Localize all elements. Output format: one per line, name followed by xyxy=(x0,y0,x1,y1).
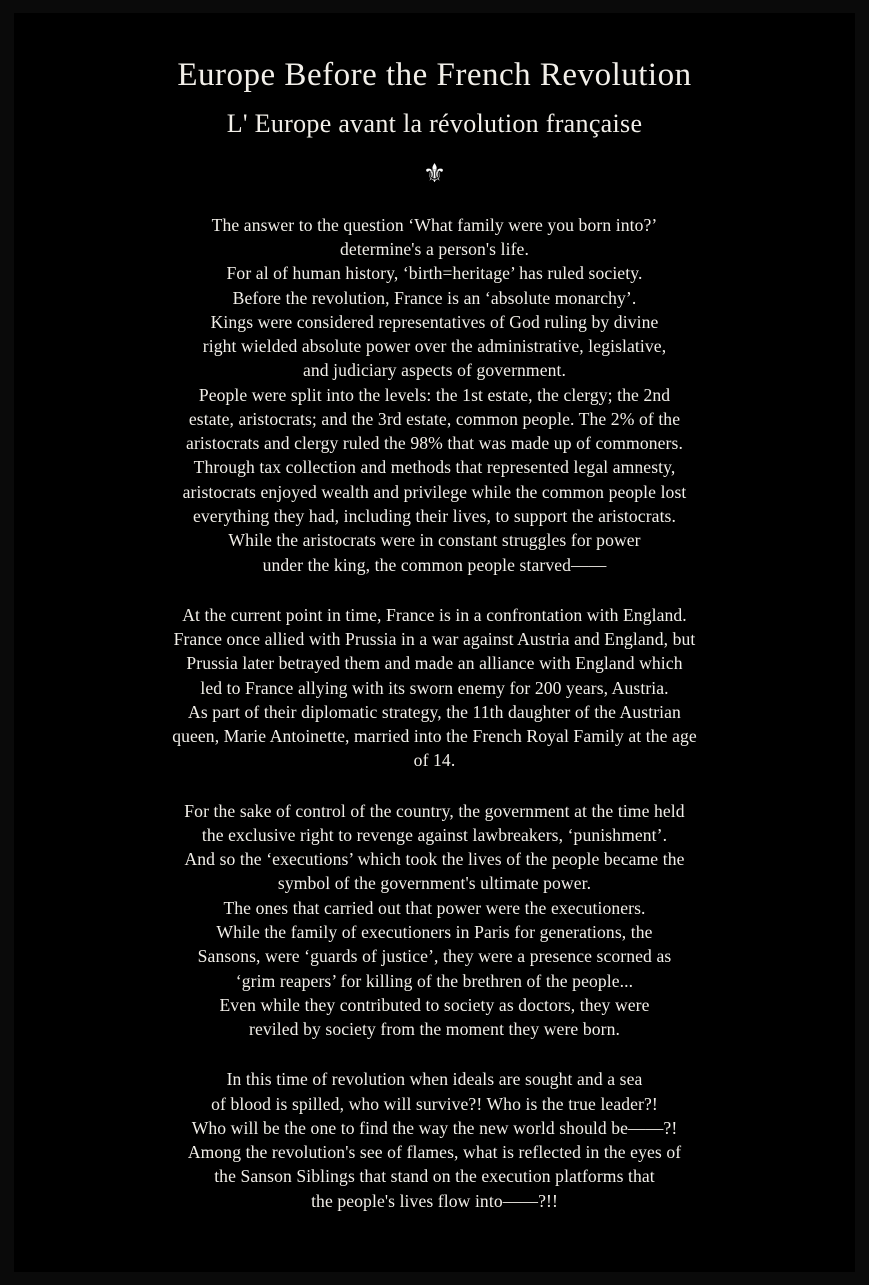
text-line: the people's lives flow into——?!! xyxy=(311,1190,558,1211)
text-line: and judiciary aspects of government. xyxy=(302,360,567,381)
text-line: determine's a person's life. xyxy=(340,239,529,260)
document-content xyxy=(14,13,855,1213)
text-line: Even while they contributed to society as doctors, they were xyxy=(219,994,650,1015)
text-line: Who will be the one to find the way the new world should be——?! xyxy=(191,1117,678,1138)
text-line: reviled by society from the moment they were born. xyxy=(249,1019,620,1040)
paragraph-1 xyxy=(69,213,800,577)
text-line: of 14. xyxy=(413,750,456,771)
text-line: led to France allying with its sworn enemy for 200 years, Austria. xyxy=(200,677,669,698)
text-line: Sansons, were ‘guards of justice’, they were a presence scorned as xyxy=(197,946,672,967)
text-line: Before the revolution, France is an ‘absolute monarchy’. xyxy=(232,287,637,308)
text-line: everything they had, including their lives, to support the aristocrats. xyxy=(193,506,676,527)
text-line: The answer to the question ‘What family were you born into?’ xyxy=(211,214,658,235)
paragraph-4 xyxy=(69,1067,800,1213)
text-line: aristocrats and clergy ruled the 98% that was made up of commoners. xyxy=(186,433,683,454)
text-line: estate, aristocrats; and the 3rd estate, common people. The 2% of the xyxy=(188,408,681,429)
text-line: symbol of the government's ultimate power. xyxy=(277,873,592,894)
text-line: For the sake of control of the country, the government at the time held xyxy=(184,800,685,821)
text-line: People were split into the levels: the 1st estate, the clergy; the 2nd xyxy=(198,384,671,405)
text-line: Through tax collection and methods that represented legal amnesty, xyxy=(193,457,676,478)
text-line: France once allied with Prussia in a war against Austria and England, but xyxy=(173,629,696,650)
paragraph-3 xyxy=(69,799,800,1042)
text-line: In this time of revolution when ideals are sought and a sea xyxy=(226,1069,643,1090)
text-line: As part of their diplomatic strategy, the 11th daughter of the Austrian xyxy=(188,701,681,722)
page-title: Europe Before the French Revolution xyxy=(177,57,692,93)
text-line: under the king, the common people starved—— xyxy=(262,554,607,575)
fleur-de-lis-icon: ⚜ xyxy=(422,158,447,189)
text-line: And so the ‘executions’ which took the lives of the people became the xyxy=(184,849,685,870)
page-inner-frame xyxy=(14,13,855,1272)
text-line: The ones that carried out that power were the executioners. xyxy=(223,897,646,918)
text-line: While the aristocrats were in constant struggles for power xyxy=(228,530,641,551)
text-line: Kings were considered representatives of God ruling by divine xyxy=(210,311,659,332)
text-line: of blood is spilled, who will survive?! Who is the true leader?! xyxy=(211,1093,658,1114)
text-line: At the current point in time, France is in a confrontation with England. xyxy=(182,604,687,625)
page-subtitle: L' Europe avant la révolution française xyxy=(226,108,643,138)
text-line: For al of human history, ‘birth=heritage’ has ruled society. xyxy=(226,263,643,284)
text-line: right wielded absolute power over the administrative, legislative, xyxy=(202,336,667,357)
text-line: Prussia later betrayed them and made an alliance with England which xyxy=(186,653,683,674)
text-line: the exclusive right to revenge against lawbreakers, ‘punishment’. xyxy=(201,824,668,845)
text-line: queen, Marie Antoinette, married into the French Royal Family at the age xyxy=(172,726,697,747)
text-line: While the family of executioners in Paris for generations, the xyxy=(216,922,653,942)
text-line: the Sanson Siblings that stand on the execution platforms that xyxy=(214,1166,655,1187)
text-line: aristocrats enjoyed wealth and privilege while the common people lost xyxy=(182,481,687,502)
text-line: Among the revolution's see of flames, what is reflected in the eyes of xyxy=(187,1142,682,1163)
paragraph-2 xyxy=(69,603,800,773)
text-line: ‘grim reapers’ for killing of the brethren of the people... xyxy=(235,970,634,991)
